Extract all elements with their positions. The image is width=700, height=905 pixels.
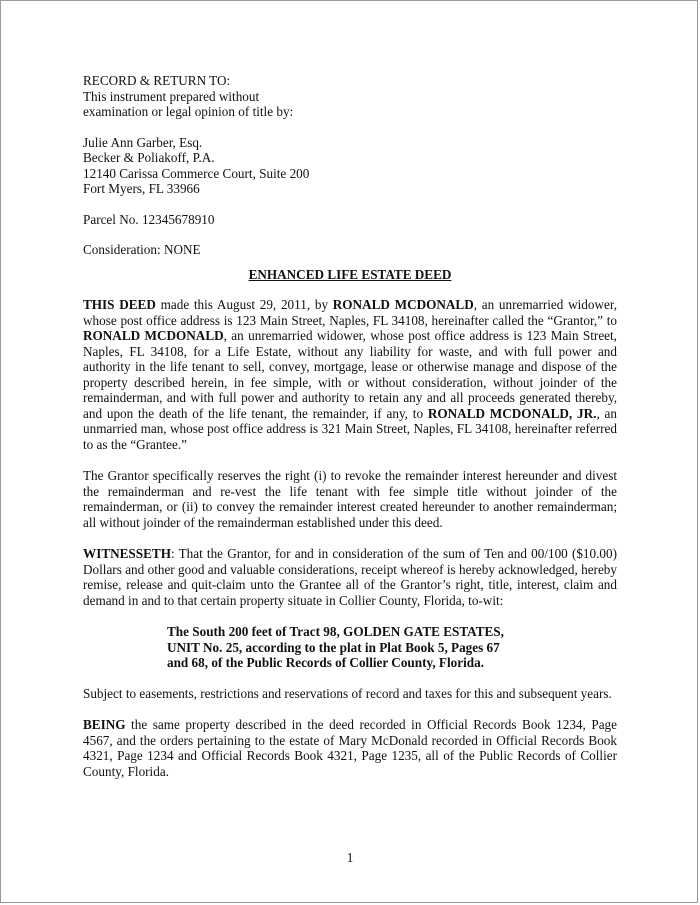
being-lead: BEING — [83, 717, 126, 732]
document-title: ENHANCED LIFE ESTATE DEED — [248, 266, 452, 282]
deed-paragraph — [83, 297, 617, 452]
document-body — [83, 73, 617, 779]
deed-lead: THIS DEED — [83, 297, 156, 312]
return-block — [83, 73, 617, 120]
preparer-address — [83, 135, 617, 197]
parcel-number: Parcel No. 12345678910 — [83, 211, 215, 227]
prepared-line-2: examination or legal opinion of title by: — [83, 104, 294, 119]
legal-description — [167, 624, 617, 671]
preparer-city: Fort Myers, FL 33966 — [83, 181, 200, 196]
page-number: 1 — [346, 850, 354, 865]
deed-text-4: , an unmarried man, whose post office address is 321 Main Street, Naples, FL 34108, hereinafter referred to as the “Grantee.” — [83, 405, 618, 452]
record-return-label: RECORD & RETURN TO: — [83, 73, 231, 88]
deed-text-2: , an unremarried widower, whose post office address is 123 Main Street, Naples, FL 34108, hereinafter called the “Grantor,” to — [83, 297, 617, 328]
witnesseth-text: : That the Grantor, for and in consideration of the sum of Ten and 00/100 ($10.00) Dollars and other good and valuable considerations, receipt whereof is hereby acknowledged, hereby remise, release and quit-claim unto the Grantee all of the Grantor’s right, title, interest, claim and demand in and to that certain property situate in Collier County, Florida, to-wit: — [83, 546, 617, 608]
reservation-paragraph: The Grantor specifically reserves the right (i) to revoke the remainder interest hereunder and divest the remainderman and re-vest the life tenant with fee simple title without joinder of the remainderman, or (ii) to convey the remainder interest created hereunder to another remainderman; all without joinder of the remainderman established under this deed. — [83, 468, 617, 530]
being-text: the same property described in the deed recorded in Official Records Book 1234, Page 4567, and the orders pertaining to the estate of Mary McDonald recorded in Official Records Book 4321, Page 1234 and Official Records Book 4321, Page 1235, all of the Public Records of Collier County, Florida. — [83, 717, 617, 779]
legal-line-2: UNIT No. 25, according to the plat in Plat Book 5, Pages 67 — [167, 639, 500, 655]
grantor-name: RONALD MCDONALD — [332, 297, 474, 312]
preparer-name: Julie Ann Garber, Esq. — [83, 134, 203, 150]
grantee-name: RONALD MCDONALD, JR. — [427, 405, 597, 421]
legal-line-3: and 68, of the Public Records of Collier County, Florida. — [167, 655, 484, 670]
being-paragraph — [83, 717, 617, 779]
witnesseth-lead: WITNESSETH — [83, 546, 171, 561]
preparer-street: 12140 Carissa Commerce Court, Suite 200 — [83, 165, 310, 181]
subject-to-paragraph: Subject to easements, restrictions and reservations of record and taxes for this and subsequent years. — [83, 685, 612, 701]
witnesseth-paragraph — [83, 546, 617, 608]
prepared-line-1: This instrument prepared without — [83, 88, 260, 104]
preparer-firm: Becker & Poliakoff, P.A. — [83, 150, 215, 165]
title-block — [83, 267, 617, 283]
consideration: Consideration: NONE — [83, 242, 201, 257]
legal-line-1: The South 200 feet of Tract 98, GOLDEN GATE ESTATES, — [167, 624, 504, 639]
deed-text-1: made this August 29, 2011, by — [155, 297, 333, 312]
life-tenant-name: RONALD MCDONALD — [83, 328, 224, 343]
deed-text-3: , an unremarried widower, whose post office address is 123 Main Street, Naples, FL 34108, for a Life Estate, without any liability for waste, and with full power and authority in the life tenant to sell, convey, mortgage, lease or otherwise manage and dispose of the property described herein, in fee simple, with or without consideration, without joinder of the remainderman, and with full power and authority to retain any and all proceeds generated thereby, and upon the death of the life tenant, the remainder, if any, to — [83, 328, 617, 421]
